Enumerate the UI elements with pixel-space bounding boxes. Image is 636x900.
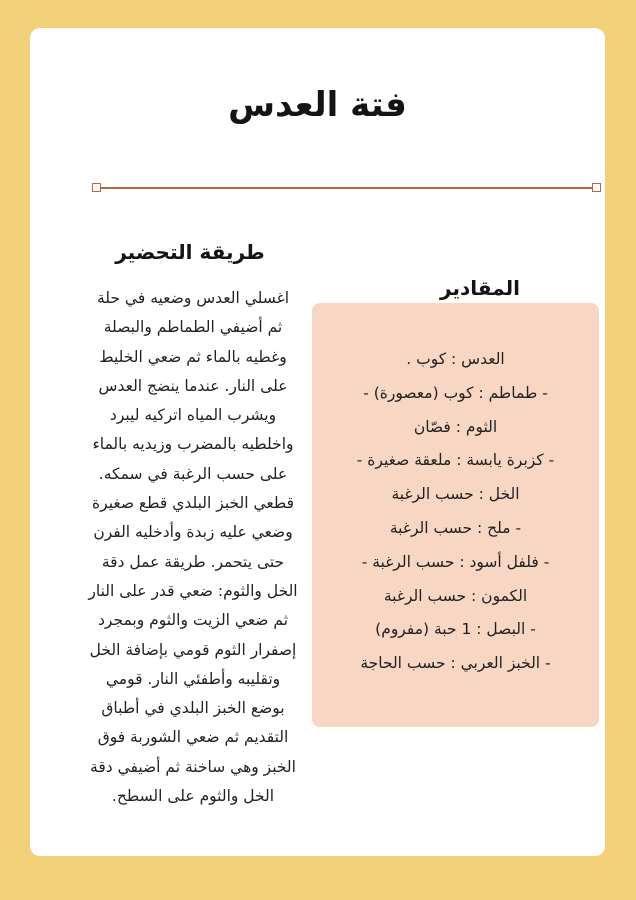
ingredients-heading: المقادير <box>440 276 520 300</box>
preparation-line: قطعي الخبز البلدي قطع صغيرة <box>92 494 294 513</box>
ingredient-item: - فلفل أسود : حسب الرغبة - <box>361 552 550 571</box>
preparation-line: إصفرار الثوم قومي بإضافة الخل <box>89 640 297 659</box>
ingredient-item: - كزبرة يابسة : ملعقة صغيرة - <box>356 451 555 470</box>
ingredient-item: الثوم : فصّان <box>413 417 498 436</box>
ingredient-item: - طماطم : كوب (معصورة) - <box>363 383 548 402</box>
preparation-line: وغطيه بالماء ثم ضعي الخليط <box>99 347 287 366</box>
preparation-line: اغسلي العدس وضعيه في حلة <box>96 289 290 307</box>
divider-end-right <box>592 183 601 192</box>
preparation-line: وتقليبه وأطفئي النار. قومي <box>105 669 281 688</box>
ingredient-item: - البصل : 1 حبة (مفروم) <box>375 620 536 639</box>
ingredient-item: - الخبز العربي : حسب الحاجة <box>360 654 551 673</box>
preparation-line: الخل والثوم: ضعي قدر على النار <box>88 581 298 600</box>
preparation-line: وضعي عليه زبدة وأدخليه الفرن <box>93 523 293 542</box>
preparation-line: حتى يتحمر. طريقة عمل دقة <box>101 552 285 571</box>
divider-end-left <box>92 183 101 192</box>
ingredient-item: الخل : حسب الرغبة <box>391 485 520 504</box>
ingredient-item: - ملح : حسب الرغبة <box>389 518 522 537</box>
preparation-text <box>58 284 328 811</box>
title-divider <box>96 187 600 189</box>
preparation-line: ويشرب المياه اتركيه ليبرد <box>109 406 277 425</box>
recipe-title: فتة العدس <box>228 85 407 125</box>
ingredients-box <box>312 303 599 727</box>
preparation-line: واخلطيه بالمضرب وزيديه بالماء <box>92 435 294 454</box>
preparation-line: ثم أضيفي الطماطم والبصلة <box>103 318 283 337</box>
preparation-line: بوضع الخبز البلدي في أطباق <box>101 699 285 718</box>
preparation-line: ثم ضعي الزيت والثوم وبمجرد <box>97 611 289 630</box>
ingredient-item: الكمون : حسب الرغبة <box>383 586 528 605</box>
preparation-line: على حسب الرغبة في سمكه. <box>98 464 288 483</box>
preparation-line: الخل والثوم على السطح. <box>111 787 275 806</box>
preparation-line: الخبز وهي ساخنة ثم أضيفي دقة <box>90 757 296 776</box>
preparation-heading: طريقة التحضير <box>115 240 265 264</box>
ingredient-item: العدس : كوب . <box>406 350 505 368</box>
ingredients-list <box>312 343 599 681</box>
preparation-line: على النار. عندما ينضج العدس <box>98 376 288 395</box>
preparation-line: التقديم ثم ضعي الشوربة فوق <box>97 728 289 747</box>
